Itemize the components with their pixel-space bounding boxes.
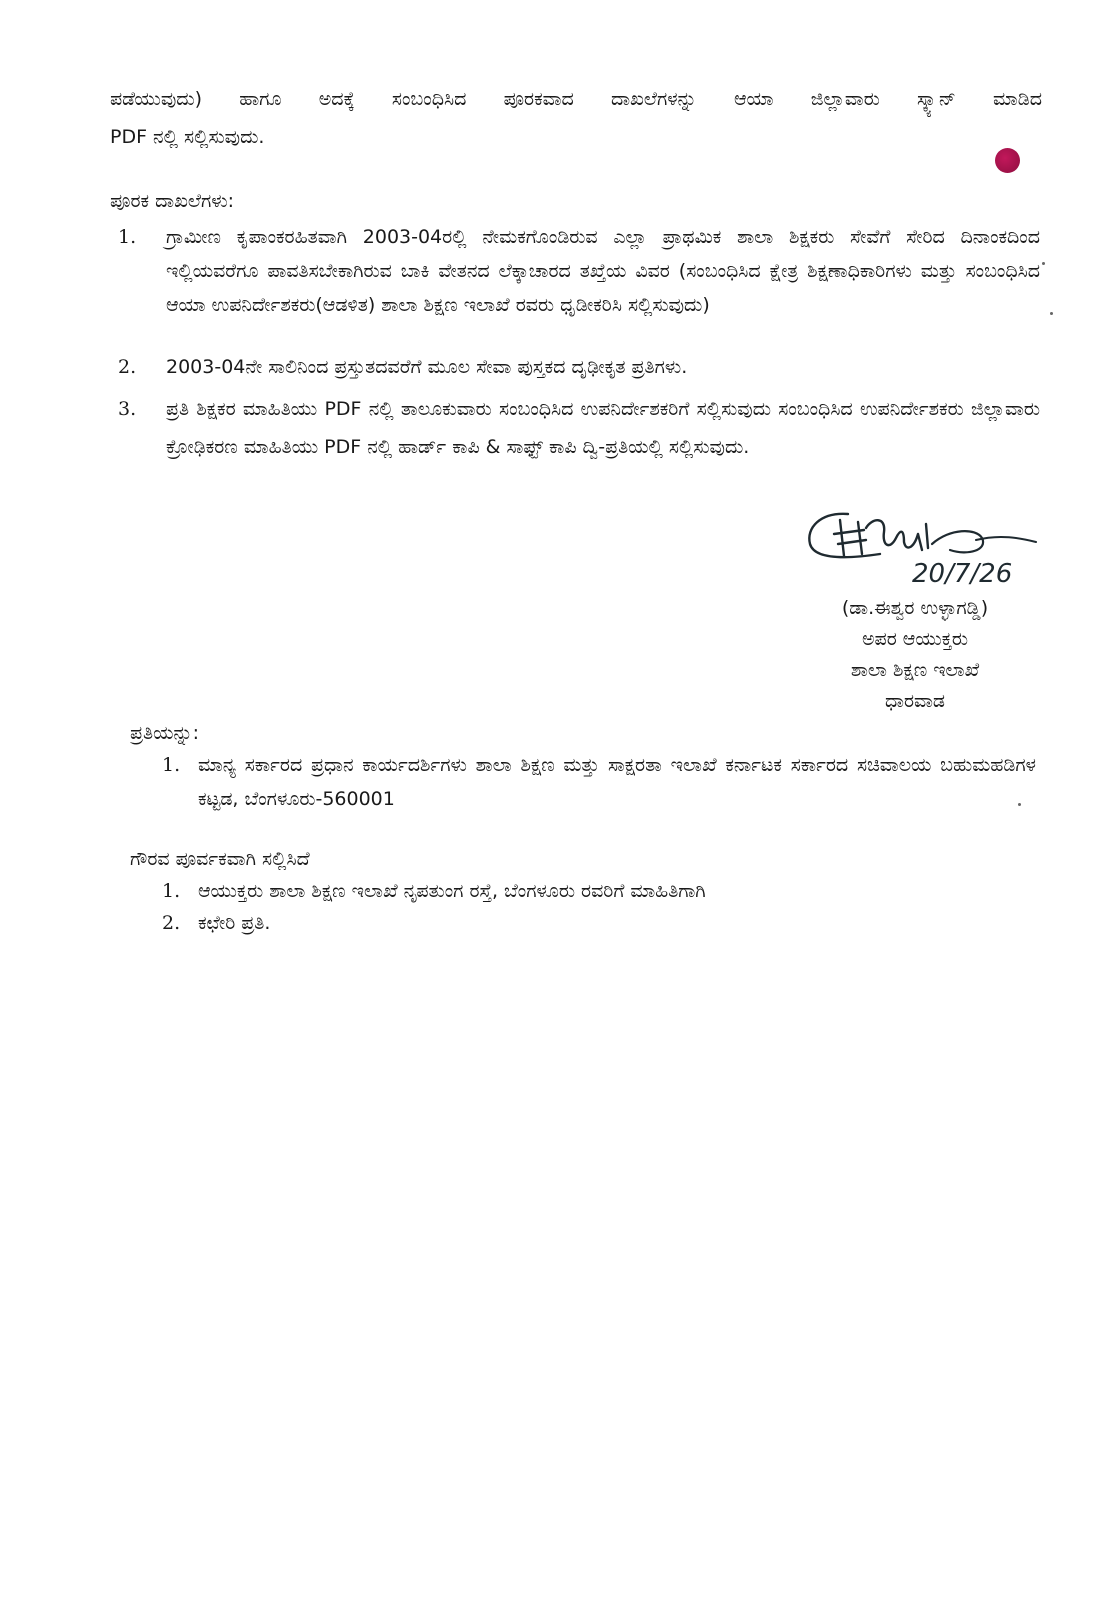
enclosure-item-1	[118, 220, 1040, 322]
signatory-department: ಶಾಲಾ ಶಿಕ್ಷಣ ಇಲಾಖೆ	[850, 659, 980, 681]
punch-hole-dot	[995, 148, 1020, 173]
list-text: 2003-04ನೇ ಸಾಲಿನಿಂದ ಪ್ರಸ್ತುತದವರೆಗೆ ಮೂಲ ಸೇವಾ ಪುಸ್ತಕದ ದೃಢೀಕೃತ ಪ್ರತಿಗಳು.	[166, 356, 688, 378]
submitted-item-2	[162, 906, 1036, 940]
list-text: ಪ್ರತಿ ಶಿಕ್ಷಕರ ಮಾಹಿತಿಯು PDF ನಲ್ಲಿ ತಾಲೂಕುವಾರು ಸಂಬಂಧಿಸಿದ ಉಪನಿರ್ದೇಶಕರಿಗೆ ಸಲ್ಲಿಸುವುದು ಸಂಬಂಧಿಸಿದ ಉಪನಿರ್ದೇಶಕರು ಜಿಲ್ಲಾವಾರು ಕ್ರೋಢಿಕರಣ ಮಾಹಿತಿಯು PDF ನಲ್ಲಿ ಹಾರ್ಡ್ ಕಾಪಿ & ಸಾಫ್ಟ್ ಕಾಪಿ ದ್ವಿ-ಪ್ರತಿಯಲ್ಲಿ ಸಲ್ಲಿಸುವುದು.	[166, 398, 1040, 458]
list-number: 2.	[162, 912, 181, 934]
list-text: ಆಯುಕ್ತರು ಶಾಲಾ ಶಿಕ್ಷಣ ಇಲಾಖೆ ನೃಪತುಂಗ ರಸ್ತೆ, ಬೆಂಗಳೂರು ರವರಿಗೆ ಮಾಹಿತಿಗಾಗಿ	[198, 880, 706, 902]
signatory-name: (ಡಾ.ಈಶ್ವರ ಉಳ್ಳಾಗಡ್ಡಿ)	[841, 597, 989, 619]
intro-line-2: PDF ನಲ್ಲಿ ಸಲ್ಲಿಸುವುದು.	[110, 126, 265, 148]
submitted-item-1	[162, 874, 1036, 908]
list-number: 2.	[118, 356, 137, 378]
enclosure-item-2	[118, 350, 1040, 384]
signature-date: 20/7/26	[912, 559, 1013, 589]
handwritten-signature	[800, 498, 1045, 593]
enclosures-heading: ಪೂರಕ ದಾಖಲೆಗಳು:	[110, 190, 235, 212]
list-number: 1.	[162, 880, 181, 902]
copy-to-item-1	[162, 748, 1036, 816]
copy-to-heading: ಪ್ರತಿಯನ್ನು:	[130, 722, 200, 744]
signatory-block	[790, 593, 1040, 717]
list-number: 1.	[118, 226, 137, 248]
list-number: 1.	[162, 754, 181, 776]
intro-paragraph	[110, 80, 1042, 156]
intro-line-1: ಪಡೆಯುವುದು) ಹಾಗೂ ಅದಕ್ಕೆ ಸಂಬಂಧಿಸಿದ ಪೂರಕವಾದ ದಾಖಲೆಗಳನ್ನು ಆಯಾ ಜಿಲ್ಲಾವಾರು ಸ್ಕ್ಯಾನ್ ಮಾಡಿದ	[110, 88, 1042, 110]
scan-speck	[1050, 312, 1053, 315]
list-number: 3.	[118, 398, 137, 420]
signatory-place: ಧಾರವಾಡ	[884, 690, 946, 712]
list-text: ಕಛೇರಿ ಪ್ರತಿ.	[198, 912, 271, 934]
scan-speck	[1042, 262, 1045, 265]
enclosure-item-3	[118, 390, 1040, 466]
list-text: ಮಾನ್ಯ ಸರ್ಕಾರದ ಪ್ರಧಾನ ಕಾರ್ಯದರ್ಶಿಗಳು ಶಾಲಾ ಶಿಕ್ಷಣ ಮತ್ತು ಸಾಕ್ಷರತಾ ಇಲಾಖೆ ಕರ್ನಾಟಕ ಸರ್ಕಾರದ ಸಚಿವಾಲಯ ಬಹುಮಹಡಿಗಳ ಕಟ್ಟಡ, ಬೆಂಗಳೂರು-560001	[198, 754, 1036, 810]
list-text: ಗ್ರಾಮೀಣ ಕೃಪಾಂಕರಹಿತವಾಗಿ 2003-04ರಲ್ಲಿ ನೇಮಕಗೊಂಡಿರುವ ಎಲ್ಲಾ ಪ್ರಾಥಮಿಕ ಶಾಲಾ ಶಿಕ್ಷಕರು ಸೇವೆಗೆ ಸೇರಿದ ದಿನಾಂಕದಿಂದ ಇಲ್ಲಿಯವರೆಗೂ ಪಾವತಿಸಬೇಕಾಗಿರುವ ಬಾಕಿ ವೇತನದ ಲೆಕ್ಕಾಚಾರದ ತಖ್ತೆಯ ವಿವರ (ಸಂಬಂಧಿಸಿದ ಕ್ಷೇತ್ರ ಶಿಕ್ಷಣಾಧಿಕಾರಿಗಳು ಮತ್ತು ಸಂಬಂಧಿಸಿದ ಆಯಾ ಉಪನಿರ್ದೇಶಕರು(ಆಡಳಿತ) ಶಾಲಾ ಶಿಕ್ಷಣ ಇಲಾಖೆ ರವರು ಧೃಡೀಕರಿಸಿ ಸಲ್ಲಿಸುವುದು)	[166, 226, 1040, 316]
signatory-designation: ಅಪರ ಆಯುಕ್ತರು	[862, 628, 968, 650]
submitted-heading: ಗೌರವ ಪೂರ್ವಕವಾಗಿ ಸಲ್ಲಿಸಿದೆ	[130, 848, 310, 870]
